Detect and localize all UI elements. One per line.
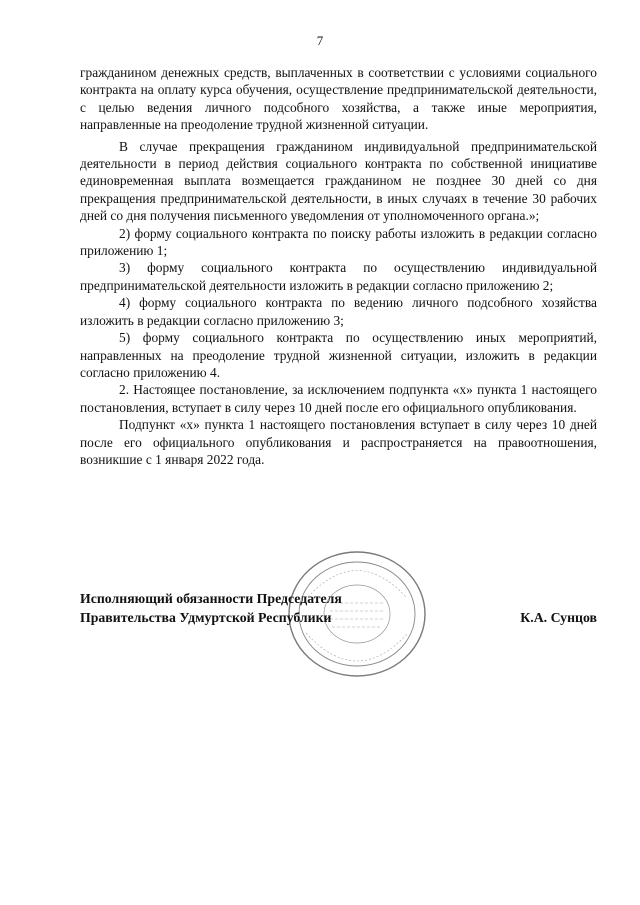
signatory-title-line2: Правительства Удмуртской Республики <box>80 610 332 625</box>
list-item: 3) форму социального контракта по осуществлению индивидуальной предпринимательской деятельности изложить в редакции согласно приложению 2; <box>80 260 597 293</box>
document-body <box>80 64 597 468</box>
paragraph: Подпункт «х» пункта 1 настоящего постановления вступает в силу через 10 дней после его официального опубликования и распространяется на правоотношения, возникшие с 1 января 2022 года. <box>80 417 597 467</box>
signatory-name: К.А. Сунцов <box>520 610 597 625</box>
paragraph: гражданином денежных средств, выплаченных в соответствии с условиями социального контракта на оплату курса обучения, осуществление предпринимательской деятельности, с целью ведения личного подсобного хозяйства, а также иные мероприятия, направленные на преодоление трудной жизненной ситуации. <box>80 65 597 133</box>
paragraph: 2. Настоящее постановление, за исключением подпункта «х» пункта 1 настоящего постановления, вступает в силу через 10 дней после его официального опубликования. <box>80 382 597 415</box>
paragraph: В случае прекращения гражданином индивидуальной предпринимательской деятельности в период действия социального контракта по собственной инициативе единовременная выплата возмещается гражданином не позднее 30 дней со дня прекращения предпринимательской деятельности, в иных случаях в течение 30 рабочих дней со дня получения письменного уведомления от уполномоченного органа.»; <box>80 138 597 224</box>
signatory-title-line1: Исполняющий обязанности Председателя <box>80 591 342 606</box>
list-item: 5) форму социального контракта по осуществлению иных мероприятий, направленных на преодоление трудной жизненной ситуации, изложить в редакции согласно приложению 4. <box>80 330 597 380</box>
list-item: 4) форму социального контракта по ведению личного подсобного хозяйства изложить в редакции согласно приложению 3; <box>80 295 597 328</box>
list-item: 2) форму социального контракта по поиску работы изложить в редакции согласно приложению 1; <box>80 225 597 259</box>
signature-block <box>80 589 597 627</box>
page-number: 7 <box>316 33 324 48</box>
